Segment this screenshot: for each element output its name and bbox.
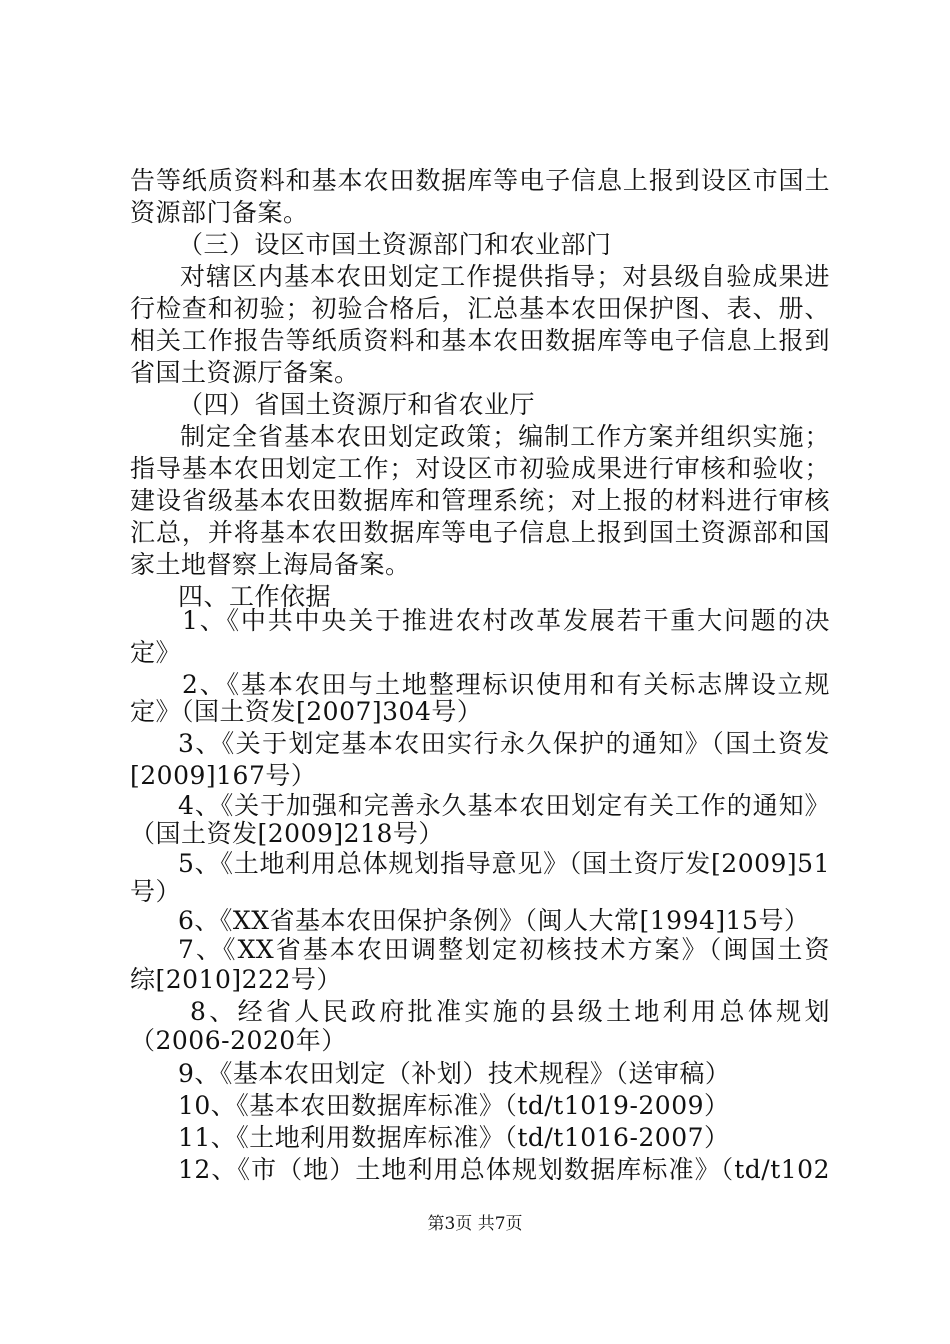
text-line: 指导基本农田划定工作；对设区市初验成果进行审核和验收； bbox=[130, 454, 830, 483]
reference-item: 2、《基本农田与土地整理标识使用和有关标志牌设立规 bbox=[182, 670, 830, 699]
text-line: 对辖区内基本农田划定工作提供指导；对县级自验成果进 bbox=[180, 262, 830, 291]
text-line: 建设省级基本农田数据库和管理系统；对上报的材料进行审核 bbox=[130, 486, 830, 515]
reference-item-cont: 定》 bbox=[130, 638, 182, 667]
reference-item: 9、《基本农田划定（补划）技术规程》（送审稿） bbox=[178, 1059, 731, 1088]
section-heading: （四）省国土资源厅和省农业厅 bbox=[178, 390, 536, 419]
text-line: 相关工作报告等纸质资料和基本农田数据库等电子信息上报到 bbox=[130, 326, 830, 355]
reference-item-cont: 定》（国土资发[2007]304号） bbox=[130, 697, 483, 726]
reference-item-cont: （2006-2020年） bbox=[130, 1026, 347, 1055]
section-heading: （三）设区市国土资源部门和农业部门 bbox=[178, 230, 612, 259]
reference-item-cont: [2009]167号） bbox=[130, 761, 317, 790]
text-line: 省国土资源厅备案。 bbox=[130, 358, 360, 387]
section-heading: 四、工作依据 bbox=[178, 582, 332, 611]
text-line: 家土地督察上海局备案。 bbox=[130, 550, 411, 579]
reference-item: 6、《XX省基本农田保护条例》（闽人大常[1994]15号） bbox=[178, 906, 810, 935]
text-line: 制定全省基本农田划定政策；编制工作方案并组织实施； bbox=[180, 422, 830, 451]
text-line: 资源部门备案。 bbox=[130, 198, 309, 227]
reference-item-cont: （国土资发[2009]218号） bbox=[130, 819, 444, 848]
reference-item: 5、《土地利用总体规划指导意见》（国土资厅发[2009]51 bbox=[178, 849, 830, 878]
reference-item-cont: 综[2010]222号） bbox=[130, 965, 342, 994]
reference-item: 1、《中共中央关于推进农村改革发展若干重大问题的决 bbox=[182, 606, 830, 635]
reference-item: 11、《土地利用数据库标准》（td/t1016-2007） bbox=[178, 1123, 730, 1152]
reference-item: 3、《关于划定基本农田实行永久保护的通知》（国土资发 bbox=[178, 729, 830, 758]
reference-item: 4、《关于加强和完善永久基本农田划定有关工作的通知》 bbox=[178, 791, 830, 820]
page-footer: 第3页 共7页 bbox=[427, 1214, 523, 1234]
reference-item: 12、《市（地）土地利用总体规划数据库标准》（td/t102 bbox=[178, 1155, 830, 1184]
reference-item: 7、《XX省基本农田调整划定初核技术方案》（闽国土资 bbox=[178, 935, 830, 964]
text-line: 汇总，并将基本农田数据库等电子信息上报到国土资源部和国 bbox=[130, 518, 830, 547]
text-line: 告等纸质资料和基本农田数据库等电子信息上报到设区市国土 bbox=[130, 166, 830, 195]
reference-item-cont: 号） bbox=[130, 877, 182, 906]
reference-item: 8、经省人民政府批准实施的县级土地利用总体规划 bbox=[190, 997, 830, 1026]
reference-item: 10、《基本农田数据库标准》（td/t1019-2009） bbox=[178, 1091, 730, 1120]
text-line: 行检查和初验；初验合格后，汇总基本农田保护图、表、册、 bbox=[130, 294, 830, 323]
